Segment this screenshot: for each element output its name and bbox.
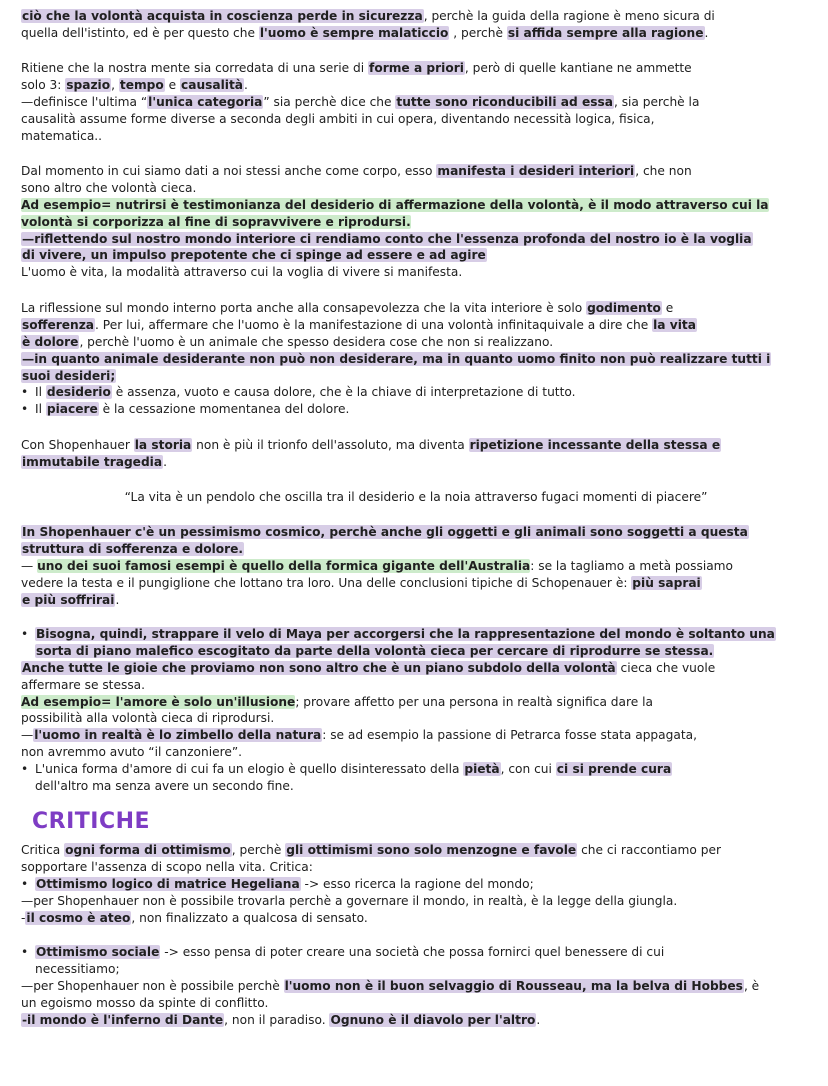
bullet-icon: • bbox=[21, 385, 29, 400]
paragraph-forme-a-priori: Ritiene che la nostra mente sia corredata di una serie di forme a priori, però di quelle kantiane ne ammette solo 3: spazio, tempo e causalità. —definisce l'ultima “l'unica categoria” sia perchè dice che tutte sono riconducibili ad essa, sia perchè la causalità assume forme diverse a seconda degli ambiti in cui opera, diventando necessità logica, fisica, matematica.. bbox=[21, 61, 700, 143]
paragraph-pessimismo: In Shopenhauer c'è un pessimismo cosmico, perchè anche gli oggetti e gli animali sono soggetti a questa struttura di sofferenza e dolore. — uno dei suoi famosi esempi è quello della formica gigante dell'Australia: se la tagliamo a metà possiamo vedere la testa e il pungiglione che lottano tra loro. Una delle conclusioni tipiche di Schopenauer è: più saprai e più soffrirai. bbox=[21, 525, 748, 607]
bullet-icon: • bbox=[21, 627, 29, 641]
bullet-icon: • bbox=[21, 402, 29, 417]
section-title-critiche: CRITICHE bbox=[32, 809, 151, 834]
paragraph-storia: Con Shopenhauer la storia non è più il trionfo dell'assoluto, ma diventa ripetizione incessante della stessa e immutabile tragedia. bbox=[21, 438, 721, 469]
paragraph-riflessione: La riflessione sul mondo interno porta anche alla consapevolezza che la vita interiore è solo godimento e sofferenza. Per lui, affermare che l'uomo è la manifestazione di una volontà infinitaquivale a dire che la vita è dolore, perchè l'uomo è un animale che spesso desidera cose che non si realizzano. —in quanto animale desiderante non può non desiderare, ma in quanto uomo finito non può realizzare tutti i suoi desideri; • Il desiderio è assenza, vuoto e causa dolore, che è la chiave di interpretazione di tutto. • Il piacere è la cessazione momentanea del dolore. bbox=[21, 301, 771, 417]
paragraph-velo-di-maya: • Bisogna, quindi, strappare il velo di Maya per accorgersi che la rappresentazione del mondo è soltanto una sorta di piano malefico escogitato da parte della volontà cieca per cercare di riprodurre se stessa. Anche tutte le gioie che proviamo non sono altro che è un piano subdolo della volontà cieca che vuole affermare se stessa. Ad esempio= l'amore è solo un'illusione; provare affetto per una persona in realtà significa dare la possibilità alla volontà cieca di riprodursi. —l'uomo in realtà è lo zimbello della natura: se ad esempio la passione di Petrarca fosse stata appagata, non avremmo avuto “il canzoniere”. • L'unica forma d'amore di cui fa un elogio è quello disinteressato della pietà, con cui ci si prende cura dell'altro ma senza avere un secondo fine. bbox=[21, 627, 775, 794]
quote: “La vita è un pendolo che oscilla tra il desiderio e la noia attraverso fugaci momenti di piacere” bbox=[124, 490, 708, 504]
paragraph-critiche-ottimismo: Critica ogni forma di ottimismo, perchè gli ottimismi sono solo menzogne e favole che ci raccontiamo per sopportare l'assenza di scopo nella vita. Critica: • Ottimismo logico di matrice Hegeliana -> esso ricerca la ragione del mondo; —per Shopenhauer non è possibile trovarla perchè a governare il mondo, in realtà, è la legge della giungla. -il cosmo è ateo, non finalizzato a qualcosa di sensato. bbox=[21, 843, 721, 925]
paragraph-corpo: Dal momento in cui siamo dati a noi stessi anche come corpo, esso manifesta i desideri interiori, che non sono altro che volontà cieca. Ad esempio= nutrirsi è testimonianza del desiderio di affermazione della volontà, è il modo attraverso cui la volontà si corporizza al fine di sopravvivere e riprodursi. —riflettendo sul nostro mondo interiore ci rendiamo conto che l'essenza profonda del nostro io è la voglia di vivere, un impulso prepotente che ci spinge ad essere e ad agire L'uomo è vita, la modalità attraverso cui la voglia di vivere si manifesta. bbox=[21, 164, 769, 280]
bullet-icon: • bbox=[21, 762, 29, 777]
bullet-icon: • bbox=[21, 945, 29, 959]
paragraph-ottimismo-sociale: • Ottimismo sociale -> esso pensa di poter creare una società che possa fornirci quel benessere di cui necessitiamo; —per Shopenhauer non è possibile perchè l'uomo non è il buon selvaggio di Rousseau, ma la belva di Hobbes, è un egoismo mosso da spinte di conflitto. -il mondo è l'inferno di Dante, non il paradiso. Ognuno è il diavolo per l'altro. bbox=[21, 945, 760, 1027]
bullet-icon: • bbox=[21, 876, 29, 891]
paragraph-volonta: ciò che la volontà acquista in coscienza perde in sicurezza, perchè la guida della ragione è meno sicura di quella dell'istinto, ed è per questo che l'uomo è sempre malaticcio , perchè si affida sempre alla ragione. bbox=[21, 9, 715, 40]
highlight: ciò che la volontà acquista in coscienza perde in sicurezza bbox=[22, 9, 423, 23]
